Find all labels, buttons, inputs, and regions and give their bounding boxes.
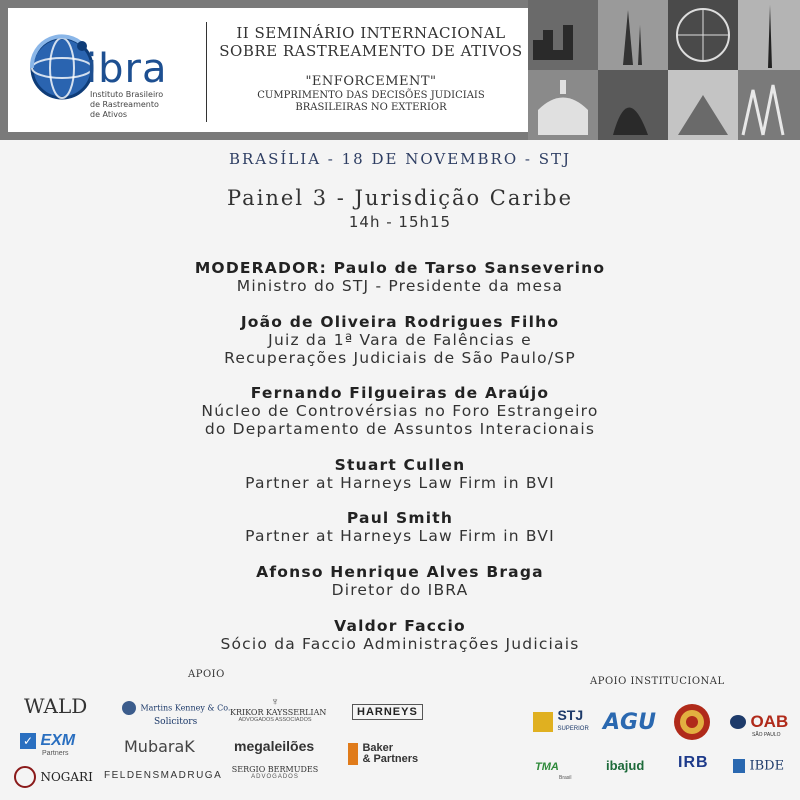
speaker-block bbox=[0, 384, 800, 438]
martins-wordmark: Martins Kenney & Co. bbox=[140, 703, 231, 713]
date-location-line: BRASÍLIA - 18 DE NOVEMBRO - STJ bbox=[228, 150, 572, 168]
agu-logo: AGU bbox=[603, 710, 656, 735]
megaleiloes-logo: megaleilões bbox=[234, 738, 315, 754]
ibra-logo bbox=[26, 28, 196, 128]
speaker-block bbox=[0, 313, 800, 367]
speaker-name: MODERADOR: Paulo de Tarso Sanseverino bbox=[194, 259, 606, 277]
ibajud-logo: ibajud bbox=[606, 758, 645, 773]
header-banner bbox=[0, 0, 800, 140]
baker-partners-logo bbox=[348, 743, 418, 765]
speaker-role: Juiz da 1ª Vara de Falências e bbox=[268, 331, 532, 349]
seminar-subtitle-line2: BRASILEIRAS NO EXTERIOR bbox=[295, 102, 447, 113]
sergio-sub: ADVOGADOS bbox=[251, 774, 299, 780]
logo-sub-line: de Ativos bbox=[90, 110, 128, 119]
sergio-bermudes-logo bbox=[230, 765, 320, 780]
speaker-role: Partner at Harneys Law Firm in BVI bbox=[245, 527, 555, 545]
stj-sub: SUPERIOR bbox=[557, 726, 589, 732]
speaker-name: Valdor Faccio bbox=[334, 617, 466, 635]
speaker-role: Recuperações Judiciais de São Paulo/SP bbox=[224, 349, 576, 367]
seminar-title-line2: SOBRE RASTREAMENTO DE ATIVOS bbox=[219, 42, 523, 60]
sergio-wordmark: SERGIO BERMUDES bbox=[231, 765, 319, 774]
landmarks-collage bbox=[528, 0, 800, 140]
exm-logo bbox=[20, 732, 75, 757]
martins-kenney-logo bbox=[122, 699, 230, 727]
exm-wordmark: EXM bbox=[40, 732, 76, 749]
logo-sub-line: de Rastreamento bbox=[90, 100, 159, 109]
speaker-name: Afonso Henrique Alves Braga bbox=[256, 563, 544, 581]
tma-wordmark: TMA bbox=[535, 761, 559, 773]
speaker-name: João de Oliveira Rodrigues Filho bbox=[240, 313, 560, 331]
support-label: APOIO bbox=[188, 669, 225, 680]
martins-sub: Solicitors bbox=[154, 717, 198, 727]
stj-emblem-icon bbox=[533, 712, 553, 732]
speaker-role: Sócio da Faccio Administrações Judiciais bbox=[220, 635, 580, 653]
checkmark-icon: ✓ bbox=[20, 733, 36, 749]
seminar-title-block bbox=[212, 24, 530, 114]
panel-title: Painel 3 - Jurisdição Caribe bbox=[226, 186, 574, 210]
baker-wordmark-2: & Partners bbox=[362, 753, 419, 765]
ibde-wordmark: IBDE bbox=[749, 758, 785, 774]
speaker-role: Partner at Harneys Law Firm in BVI bbox=[245, 474, 555, 492]
nogari-logo bbox=[14, 766, 93, 788]
krikor-sub: ADVOGADOS ASSOCIADOS bbox=[238, 717, 312, 723]
header-divider bbox=[206, 22, 207, 122]
stj-logo bbox=[533, 707, 589, 734]
judicial-seal-icon bbox=[670, 702, 714, 742]
enforcement-title: "ENFORCEMENT" bbox=[305, 74, 437, 89]
logo-subtitle bbox=[90, 90, 200, 120]
krikor-wordmark: KRIKOR KAYSSERLIAN bbox=[230, 708, 327, 717]
logo-sub-line: Instituto Brasileiro bbox=[90, 90, 164, 99]
seminar-title-line1: II SEMINÁRIO INTERNACIONAL bbox=[236, 24, 506, 42]
ibde-shield-icon bbox=[733, 759, 745, 773]
institutional-support-label: APOIO INSTITUCIONAL bbox=[590, 676, 725, 687]
stj-wordmark: STJ bbox=[557, 707, 584, 723]
logo-wordmark: ibra bbox=[86, 46, 168, 92]
oab-sub: SÃO PAULO bbox=[752, 732, 781, 738]
speaker-role: Diretor do IBRA bbox=[331, 581, 469, 599]
speaker-block bbox=[0, 617, 800, 653]
exm-sub: Partners bbox=[42, 750, 69, 757]
ibde-logo bbox=[733, 757, 784, 775]
panel-time: 14h - 15h15 bbox=[348, 213, 452, 231]
nogari-seal-icon bbox=[14, 766, 36, 788]
tma-logo bbox=[535, 757, 572, 781]
feldens-madruga-logo: FELDENSMADRUGA bbox=[104, 770, 223, 781]
tma-sub: Brasil bbox=[559, 775, 572, 781]
speaker-role: Núcleo de Controvérsias no Foro Estrangeiro bbox=[201, 402, 599, 420]
speaker-block bbox=[0, 509, 800, 545]
krikor-kaysserlian-logo bbox=[230, 696, 327, 723]
speaker-role: do Departamento de Assuntos Interacionais bbox=[204, 420, 596, 438]
harneys-logo: HARNEYS bbox=[352, 704, 423, 720]
speaker-block bbox=[0, 259, 800, 295]
oab-logo bbox=[730, 712, 788, 738]
speaker-name: Stuart Cullen bbox=[334, 456, 466, 474]
speaker-role: Ministro do STJ - Presidente da mesa bbox=[236, 277, 564, 295]
nogari-wordmark: NOGARI bbox=[40, 770, 93, 784]
oab-wordmark: OAB bbox=[750, 712, 789, 731]
baker-wordmark: Baker bbox=[362, 742, 394, 754]
header-panel bbox=[8, 8, 528, 132]
irb-logo: IRB bbox=[678, 754, 709, 771]
baker-mark-icon bbox=[348, 743, 358, 765]
speaker-block bbox=[0, 563, 800, 599]
speaker-block bbox=[0, 456, 800, 492]
krikor-emblem-icon: ♆ bbox=[270, 696, 280, 708]
speaker-name: Fernando Filgueiras de Araújo bbox=[250, 384, 550, 402]
wald-logo: WALD bbox=[24, 694, 88, 718]
oab-emblem-icon bbox=[730, 715, 746, 729]
martins-emblem-icon bbox=[122, 701, 136, 715]
speaker-name: Paul Smith bbox=[346, 509, 454, 527]
mubarak-logo: MubaraK bbox=[124, 737, 195, 756]
seminar-subtitle-line1: CUMPRIMENTO DAS DECISÕES JUDICIAIS bbox=[257, 90, 485, 101]
